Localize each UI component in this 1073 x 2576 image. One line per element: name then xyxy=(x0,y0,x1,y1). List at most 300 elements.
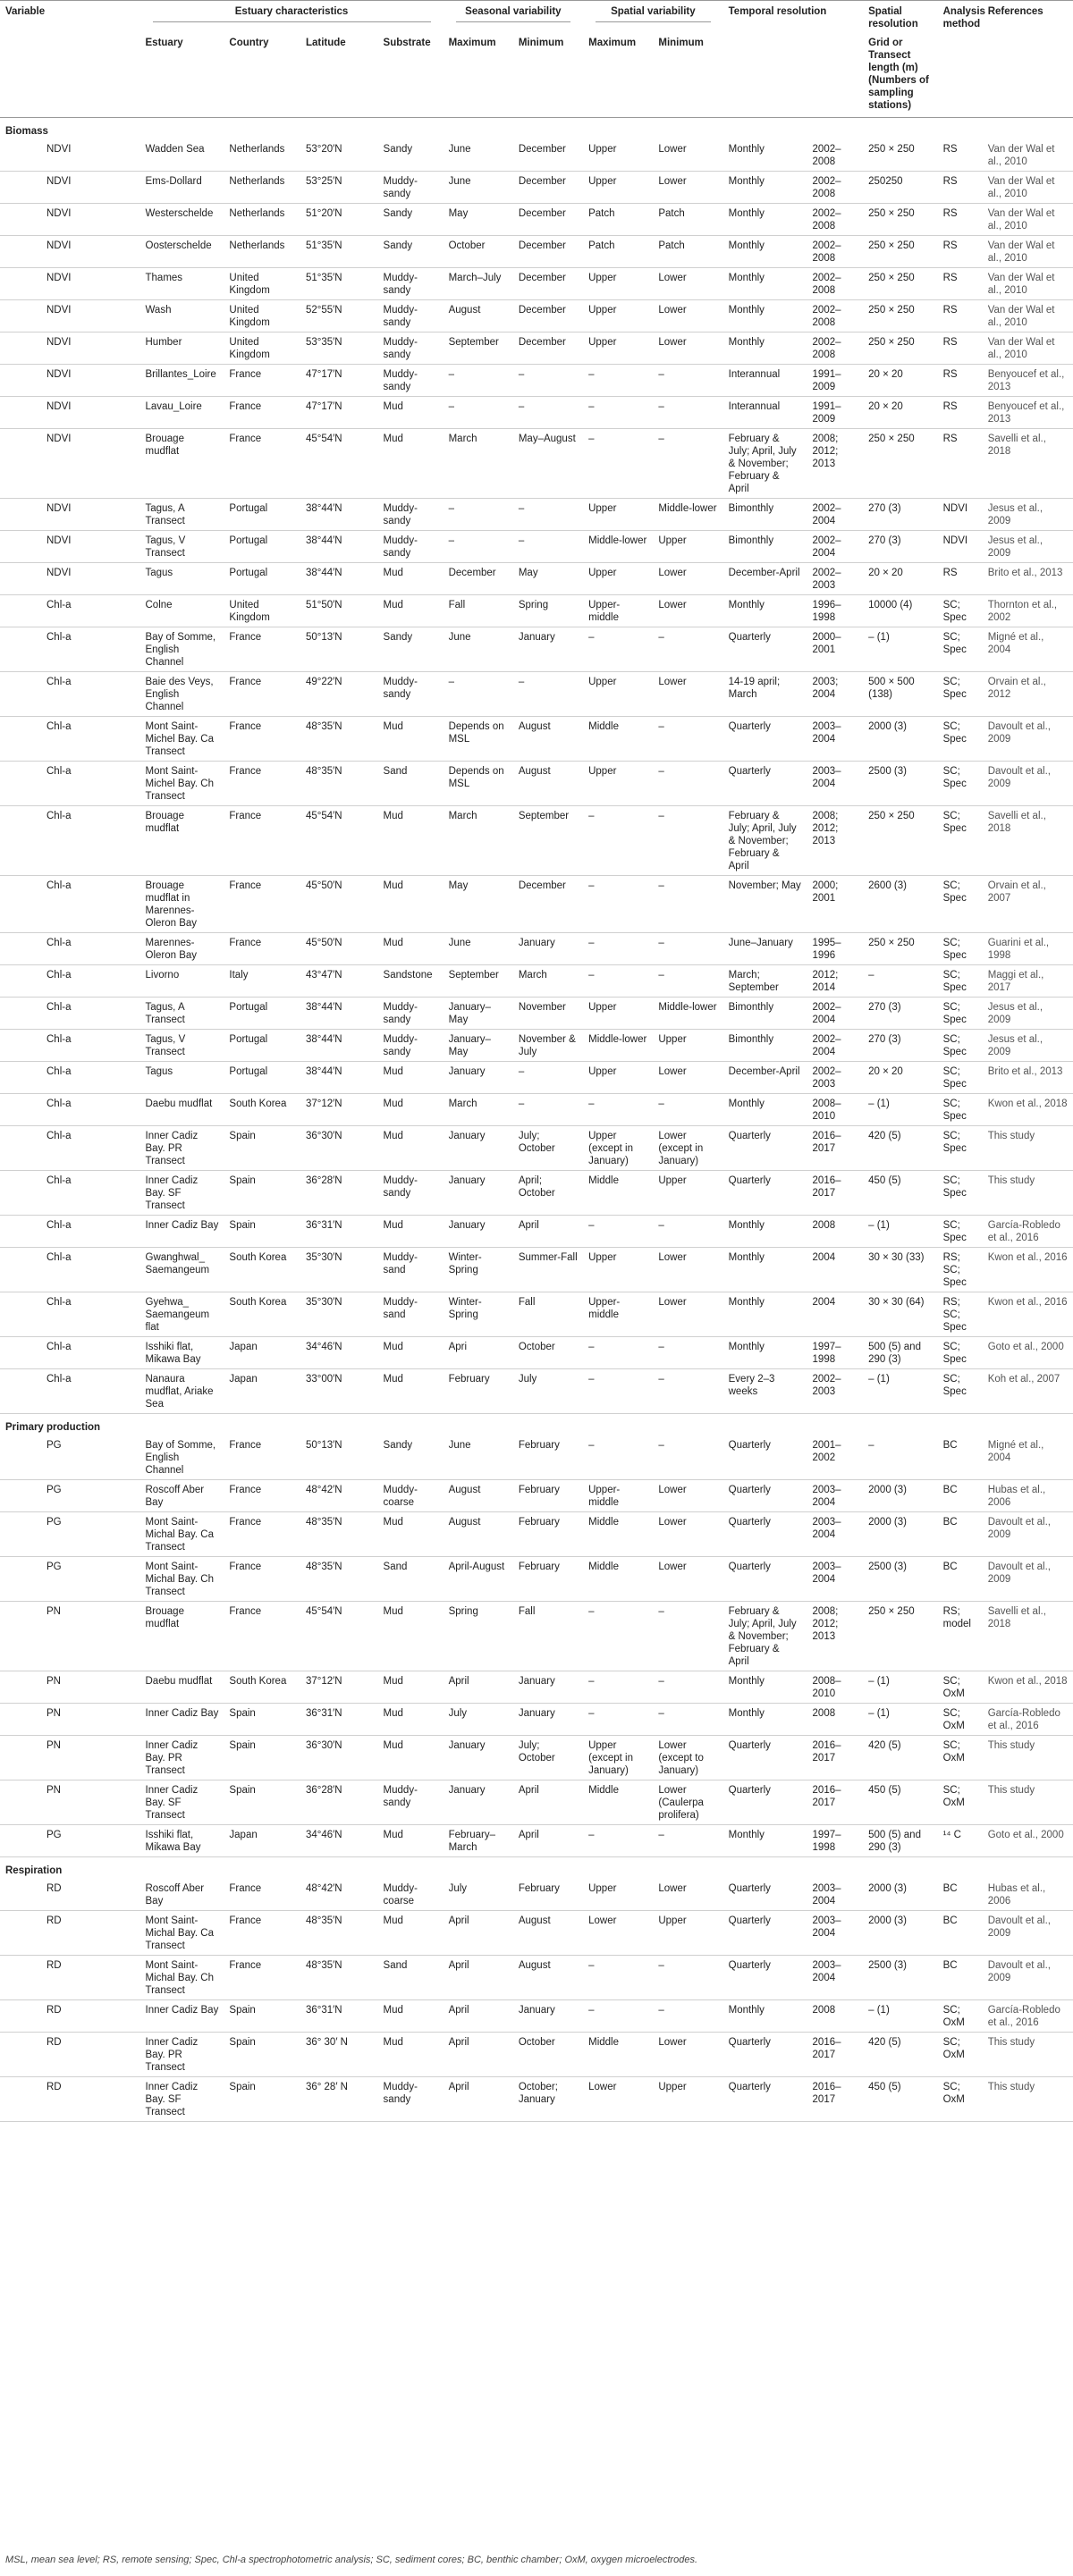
cell-grid: – (1) xyxy=(863,1094,937,1126)
cell-season-min: – xyxy=(513,397,583,429)
cell-country: France xyxy=(224,1435,300,1480)
cell-season-min: January xyxy=(513,1704,583,1736)
section-row xyxy=(0,118,1073,140)
cell-temporal: Bimonthly xyxy=(723,998,807,1030)
cell-years: 2008; 2012; 2013 xyxy=(807,429,864,499)
cell-grid: 2600 (3) xyxy=(863,876,937,933)
cell-spatial-min: – xyxy=(653,627,722,672)
cell-latitude: 45°50′N xyxy=(300,876,378,933)
cell-latitude: 48°35′N xyxy=(300,1512,378,1557)
cell-years: 2008–2010 xyxy=(807,1671,864,1704)
cell-years: 2016–2017 xyxy=(807,2033,864,2077)
cell-latitude: 51°20′N xyxy=(300,204,378,236)
cell-reference: Van der Wal et al., 2010 xyxy=(983,204,1073,236)
cell-years: 2002–2008 xyxy=(807,236,864,268)
cell-grid: 30 × 30 (64) xyxy=(863,1292,937,1337)
cell-method: RS xyxy=(938,300,983,333)
cell-spatial-max: – xyxy=(583,876,653,933)
cell-season-min: December xyxy=(513,139,583,172)
cell-spatial-max: Upper (except in January) xyxy=(583,1126,653,1171)
cell-method: RS xyxy=(938,397,983,429)
cell-variable: PG xyxy=(0,1480,140,1512)
cell-spatial-max: Upper xyxy=(583,762,653,806)
cell-substrate: Mud xyxy=(378,1602,444,1671)
cell-latitude: 48°35′N xyxy=(300,762,378,806)
cell-latitude: 36°31′N xyxy=(300,1216,378,1248)
cell-estuary: Inner Cadiz Bay xyxy=(140,1704,224,1736)
cell-years: 1995–1996 xyxy=(807,933,864,965)
cell-reference: This study xyxy=(983,1736,1073,1780)
cell-reference: Benyoucef et al., 2013 xyxy=(983,365,1073,397)
cell-estuary: Bay of Somme, English Channel xyxy=(140,627,224,672)
cell-method: BC xyxy=(938,1435,983,1480)
cell-season-min: February xyxy=(513,1435,583,1480)
cell-substrate: Muddy-sandy xyxy=(378,2077,444,2122)
table-row xyxy=(0,365,1073,397)
cell-method: RS; model xyxy=(938,1602,983,1671)
cell-spatial-min: – xyxy=(653,717,722,762)
cell-spatial-max: Middle xyxy=(583,1557,653,1602)
cell-method: SC; Spec xyxy=(938,965,983,998)
cell-grid: 2000 (3) xyxy=(863,1480,937,1512)
cell-temporal: Monthly xyxy=(723,1337,807,1369)
cell-temporal: February & July; April, July & November; February & April xyxy=(723,1602,807,1671)
cell-country: Portugal xyxy=(224,1062,300,1094)
cell-spatial-max: Middle xyxy=(583,1171,653,1216)
cell-spatial-max: Middle-lower xyxy=(583,531,653,563)
cell-substrate: Muddy-sandy xyxy=(378,172,444,204)
cell-latitude: 48°35′N xyxy=(300,1911,378,1956)
cell-spatial-min: Lower xyxy=(653,563,722,595)
cell-spatial-min: Upper xyxy=(653,2077,722,2122)
cell-temporal: Quarterly xyxy=(723,1956,807,2000)
table-row xyxy=(0,563,1073,595)
cell-method: SC; OxM xyxy=(938,1704,983,1736)
cell-spatial-min: Lower xyxy=(653,595,722,627)
cell-years: 2008; 2012; 2013 xyxy=(807,806,864,876)
cell-spatial-min: Middle-lower xyxy=(653,499,722,531)
cell-latitude: 45°54′N xyxy=(300,806,378,876)
table-row xyxy=(0,2033,1073,2077)
cell-years: 2002–2008 xyxy=(807,139,864,172)
cell-method: SC; Spec xyxy=(938,806,983,876)
cell-temporal: Monthly xyxy=(723,1292,807,1337)
cell-season-max: April xyxy=(444,2077,513,2122)
table-row xyxy=(0,1736,1073,1780)
cell-reference: Davoult et al., 2009 xyxy=(983,717,1073,762)
cell-season-min: January xyxy=(513,627,583,672)
cell-method: SC; Spec xyxy=(938,595,983,627)
cell-grid: 250 × 250 xyxy=(863,204,937,236)
cell-spatial-min: – xyxy=(653,1369,722,1414)
cell-country: Spain xyxy=(224,1126,300,1171)
cell-reference: Koh et al., 2007 xyxy=(983,1369,1073,1414)
cell-spatial-max: Upper xyxy=(583,1879,653,1911)
cell-grid: 450 (5) xyxy=(863,2077,937,2122)
cell-spatial-max: – xyxy=(583,397,653,429)
cell-variable: Chl-a xyxy=(0,1216,140,1248)
cell-temporal: Monthly xyxy=(723,1248,807,1292)
table-row xyxy=(0,1216,1073,1248)
cell-variable: PG xyxy=(0,1512,140,1557)
cell-reference: Kwon et al., 2016 xyxy=(983,1292,1073,1337)
cell-country: France xyxy=(224,717,300,762)
cell-grid: 250 × 250 xyxy=(863,806,937,876)
cell-country: United Kingdom xyxy=(224,595,300,627)
cell-method: SC; Spec xyxy=(938,1369,983,1414)
cell-estuary: Oosterschelde xyxy=(140,236,224,268)
cell-variable: RD xyxy=(0,1911,140,1956)
cell-latitude: 49°22′N xyxy=(300,672,378,717)
cell-season-min: September xyxy=(513,806,583,876)
cell-substrate: Mud xyxy=(378,717,444,762)
cell-grid: – (1) xyxy=(863,1369,937,1414)
cell-variable: RD xyxy=(0,2077,140,2122)
cell-substrate: Sand xyxy=(378,762,444,806)
cell-country: South Korea xyxy=(224,1094,300,1126)
cell-season-max: Winter-Spring xyxy=(444,1248,513,1292)
cell-season-min: May–August xyxy=(513,429,583,499)
cell-season-min: December xyxy=(513,236,583,268)
cell-substrate: Mud xyxy=(378,2033,444,2077)
cell-reference: Davoult et al., 2009 xyxy=(983,1956,1073,2000)
cell-years: 2002–2004 xyxy=(807,531,864,563)
cell-season-max: September xyxy=(444,965,513,998)
cell-spatial-min: – xyxy=(653,1337,722,1369)
cell-reference: This study xyxy=(983,2077,1073,2122)
cell-substrate: Muddy-coarse xyxy=(378,1879,444,1911)
cell-grid: – (1) xyxy=(863,1671,937,1704)
cell-season-max: June xyxy=(444,172,513,204)
cell-substrate: Mud xyxy=(378,429,444,499)
cell-spatial-min: – xyxy=(653,365,722,397)
cell-years: 2000–2001 xyxy=(807,627,864,672)
cell-latitude: 51°50′N xyxy=(300,595,378,627)
cell-country: Netherlands xyxy=(224,204,300,236)
sub-empty xyxy=(0,34,140,118)
cell-spatial-max: Middle xyxy=(583,717,653,762)
cell-season-max: April xyxy=(444,1911,513,1956)
cell-estuary: Mont Saint-Michel Bay. Ca Transect xyxy=(140,717,224,762)
sub-estuary: Estuary xyxy=(140,34,224,118)
cell-season-min: July xyxy=(513,1369,583,1414)
cell-season-min: – xyxy=(513,365,583,397)
cell-latitude: 36° 28′ N xyxy=(300,2077,378,2122)
cell-spatial-min: Middle-lower xyxy=(653,998,722,1030)
cell-season-min: December xyxy=(513,333,583,365)
cell-season-max: March xyxy=(444,429,513,499)
cell-reference: Orvain et al., 2007 xyxy=(983,876,1073,933)
cell-variable: NDVI xyxy=(0,499,140,531)
cell-spatial-min: – xyxy=(653,1704,722,1736)
cell-season-max: – xyxy=(444,365,513,397)
cell-estuary: Ems-Dollard xyxy=(140,172,224,204)
cell-season-max: August xyxy=(444,1512,513,1557)
cell-season-max: July xyxy=(444,1704,513,1736)
cell-country: South Korea xyxy=(224,1292,300,1337)
cell-temporal: Interannual xyxy=(723,365,807,397)
table-row xyxy=(0,1248,1073,1292)
cell-season-min: – xyxy=(513,1094,583,1126)
cell-reference: García-Robledo et al., 2016 xyxy=(983,1704,1073,1736)
cell-method: BC xyxy=(938,1512,983,1557)
cell-spatial-max: – xyxy=(583,806,653,876)
cell-season-min: October xyxy=(513,1337,583,1369)
cell-temporal: Monthly xyxy=(723,1704,807,1736)
cell-method: RS xyxy=(938,204,983,236)
cell-grid: 250 × 250 xyxy=(863,236,937,268)
cell-country: Spain xyxy=(224,1216,300,1248)
cell-estuary: Inner Cadiz Bay. PR Transect xyxy=(140,1126,224,1171)
cell-years: 2003; 2004 xyxy=(807,672,864,717)
table-body xyxy=(0,118,1073,2122)
cell-latitude: 45°54′N xyxy=(300,1602,378,1671)
cell-method: RS xyxy=(938,333,983,365)
cell-reference: Goto et al., 2000 xyxy=(983,1825,1073,1857)
cell-estuary: Mont Saint-Michal Bay. Ca Transect xyxy=(140,1911,224,1956)
cell-reference: Savelli et al., 2018 xyxy=(983,806,1073,876)
cell-substrate: Sandy xyxy=(378,627,444,672)
cell-season-min: April xyxy=(513,1780,583,1825)
cell-years: 2002–2004 xyxy=(807,1030,864,1062)
cell-variable: PN xyxy=(0,1602,140,1671)
cell-grid: 250 × 250 xyxy=(863,139,937,172)
cell-variable: PG xyxy=(0,1435,140,1480)
cell-variable: NDVI xyxy=(0,300,140,333)
cell-spatial-min: Lower xyxy=(653,1292,722,1337)
cell-years: 2002–2003 xyxy=(807,1062,864,1094)
cell-season-min: December xyxy=(513,172,583,204)
cell-reference: This study xyxy=(983,2033,1073,2077)
cell-method: SC; OxM xyxy=(938,2000,983,2033)
cell-grid: 250 × 250 xyxy=(863,933,937,965)
cell-grid: 450 (5) xyxy=(863,1171,937,1216)
cell-spatial-max: Upper xyxy=(583,998,653,1030)
table-row xyxy=(0,965,1073,998)
table-row xyxy=(0,1557,1073,1602)
cell-spatial-min: – xyxy=(653,933,722,965)
cell-grid: 250 × 250 xyxy=(863,333,937,365)
cell-grid: 500 × 500 (138) xyxy=(863,672,937,717)
cell-variable: PG xyxy=(0,1825,140,1857)
cell-spatial-min: – xyxy=(653,2000,722,2033)
col-analysis: Analysis method xyxy=(938,1,983,35)
cell-latitude: 36°28′N xyxy=(300,1171,378,1216)
cell-temporal: Monthly xyxy=(723,139,807,172)
cell-country: France xyxy=(224,1480,300,1512)
sub-ref-empty xyxy=(983,34,1073,118)
cell-temporal: Monthly xyxy=(723,595,807,627)
cell-years: 2002–2004 xyxy=(807,998,864,1030)
table-row xyxy=(0,806,1073,876)
cell-reference: Davoult et al., 2009 xyxy=(983,1911,1073,1956)
cell-method: NDVI xyxy=(938,531,983,563)
cell-grid: 10000 (4) xyxy=(863,595,937,627)
cell-estuary: Tagus xyxy=(140,1062,224,1094)
cell-variable: NDVI xyxy=(0,236,140,268)
table-row xyxy=(0,1704,1073,1736)
cell-season-max: April-August xyxy=(444,1557,513,1602)
cell-reference: Van der Wal et al., 2010 xyxy=(983,300,1073,333)
table-row xyxy=(0,762,1073,806)
cell-season-max: April xyxy=(444,1671,513,1704)
cell-country: Japan xyxy=(224,1825,300,1857)
cell-temporal: Monthly xyxy=(723,1216,807,1248)
cell-estuary: Brouage mudflat xyxy=(140,806,224,876)
cell-method: SC; Spec xyxy=(938,672,983,717)
cell-estuary: Baie des Veys, English Channel xyxy=(140,672,224,717)
cell-season-max: January xyxy=(444,1736,513,1780)
cell-years: 2016–2017 xyxy=(807,1780,864,1825)
cell-spatial-max: – xyxy=(583,1216,653,1248)
cell-variable: PN xyxy=(0,1736,140,1780)
cell-method: SC; Spec xyxy=(938,933,983,965)
cell-variable: RD xyxy=(0,1879,140,1911)
cell-spatial-min: – xyxy=(653,965,722,998)
cell-latitude: 35°30′N xyxy=(300,1248,378,1292)
cell-season-max: Fall xyxy=(444,595,513,627)
cell-spatial-max: Upper xyxy=(583,1248,653,1292)
cell-temporal: December-April xyxy=(723,1062,807,1094)
cell-estuary: Gyehwa_ Saemangeum flat xyxy=(140,1292,224,1337)
cell-spatial-min: Lower xyxy=(653,1248,722,1292)
cell-season-max: August xyxy=(444,300,513,333)
cell-substrate: Mud xyxy=(378,1094,444,1126)
cell-latitude: 38°44′N xyxy=(300,499,378,531)
table-row xyxy=(0,1879,1073,1911)
cell-substrate: Mud xyxy=(378,933,444,965)
cell-years: 2000; 2001 xyxy=(807,876,864,933)
cell-reference: Van der Wal et al., 2010 xyxy=(983,139,1073,172)
table-row xyxy=(0,1911,1073,1956)
cell-years: 2002–2008 xyxy=(807,204,864,236)
cell-reference: This study xyxy=(983,1171,1073,1216)
table-footnote: MSL, mean sea level; RS, remote sensing; Spec, Chl-a spectrophotometric analysis; SC, sediment cores; BC, benthic chamber; OxM, oxygen microelectrodes. xyxy=(5,2555,697,2565)
cell-substrate: Mud xyxy=(378,1216,444,1248)
section-row xyxy=(0,1414,1073,1436)
cell-estuary: Tagus, A Transect xyxy=(140,499,224,531)
cell-reference: Thornton et al., 2002 xyxy=(983,595,1073,627)
cell-country: Spain xyxy=(224,2000,300,2033)
cell-country: France xyxy=(224,1956,300,2000)
cell-substrate: Muddy-sandy xyxy=(378,531,444,563)
cell-grid: – (1) xyxy=(863,1704,937,1736)
cell-season-min: – xyxy=(513,499,583,531)
sub-season-max: Maximum xyxy=(444,34,513,118)
cell-years: 1996–1998 xyxy=(807,595,864,627)
cell-variable: Chl-a xyxy=(0,627,140,672)
cell-grid: 2500 (3) xyxy=(863,1956,937,2000)
cell-estuary: Westerschelde xyxy=(140,204,224,236)
cell-season-max: February–March xyxy=(444,1825,513,1857)
cell-spatial-max: Upper xyxy=(583,333,653,365)
section-title: Biomass xyxy=(5,126,48,137)
cell-method: RS xyxy=(938,563,983,595)
cell-spatial-max: – xyxy=(583,627,653,672)
cell-method: NDVI xyxy=(938,499,983,531)
table-row xyxy=(0,672,1073,717)
cell-reference: Kwon et al., 2018 xyxy=(983,1094,1073,1126)
cell-years: 2003–2004 xyxy=(807,1956,864,2000)
cell-grid: 2500 (3) xyxy=(863,1557,937,1602)
cell-latitude: 53°35′N xyxy=(300,333,378,365)
cell-spatial-min: Lower (except in January) xyxy=(653,1126,722,1171)
cell-method: SC; OxM xyxy=(938,1780,983,1825)
cell-method: SC; Spec xyxy=(938,998,983,1030)
cell-estuary: Brillantes_Loire xyxy=(140,365,224,397)
col-variable: Variable xyxy=(0,1,140,35)
cell-temporal: February & July; April, July & November; February & April xyxy=(723,429,807,499)
table-row xyxy=(0,139,1073,172)
cell-temporal: Quarterly xyxy=(723,1171,807,1216)
cell-variable: Chl-a xyxy=(0,1369,140,1414)
table-row xyxy=(0,717,1073,762)
cell-estuary: Humber xyxy=(140,333,224,365)
cell-method: SC; Spec xyxy=(938,1171,983,1216)
cell-country: Portugal xyxy=(224,563,300,595)
cell-country: Japan xyxy=(224,1337,300,1369)
table-row xyxy=(0,1825,1073,1857)
cell-spatial-min: – xyxy=(653,1956,722,2000)
cell-variable: Chl-a xyxy=(0,1062,140,1094)
sub-season-min: Minimum xyxy=(513,34,583,118)
table-row xyxy=(0,1126,1073,1171)
cell-substrate: Muddy-sandy xyxy=(378,333,444,365)
cell-spatial-min: – xyxy=(653,429,722,499)
cell-country: South Korea xyxy=(224,1671,300,1704)
cell-grid: 20 × 20 xyxy=(863,397,937,429)
cell-season-min: February xyxy=(513,1557,583,1602)
cell-season-min: January xyxy=(513,1671,583,1704)
cell-latitude: 36°28′N xyxy=(300,1780,378,1825)
cell-years: 1997–1998 xyxy=(807,1337,864,1369)
cell-estuary: Brouage mudflat xyxy=(140,429,224,499)
cell-country: Spain xyxy=(224,1171,300,1216)
cell-season-max: August xyxy=(444,1480,513,1512)
cell-substrate: Muddy-sandy xyxy=(378,1030,444,1062)
cell-grid: 2000 (3) xyxy=(863,717,937,762)
cell-country: Japan xyxy=(224,1369,300,1414)
cell-variable: Chl-a xyxy=(0,717,140,762)
cell-spatial-min: Lower xyxy=(653,333,722,365)
cell-spatial-min: Lower xyxy=(653,1557,722,1602)
cell-spatial-max: Upper-middle xyxy=(583,595,653,627)
cell-temporal: Quarterly xyxy=(723,1911,807,1956)
cell-variable: PN xyxy=(0,1704,140,1736)
cell-spatial-min: Lower xyxy=(653,1512,722,1557)
cell-estuary: Inner Cadiz Bay. SF Transect xyxy=(140,1171,224,1216)
cell-estuary: Brouage mudflat xyxy=(140,1602,224,1671)
cell-spatial-max: – xyxy=(583,365,653,397)
cell-season-max: June xyxy=(444,1435,513,1480)
cell-country: South Korea xyxy=(224,1248,300,1292)
cell-grid: 20 × 20 xyxy=(863,563,937,595)
cell-latitude: 50°13′N xyxy=(300,1435,378,1480)
cell-method: BC xyxy=(938,1879,983,1911)
cell-method: SC; Spec xyxy=(938,627,983,672)
cell-latitude: 37°12′N xyxy=(300,1094,378,1126)
table-row xyxy=(0,1292,1073,1337)
cell-estuary: Tagus, A Transect xyxy=(140,998,224,1030)
col-temporal: Temporal resolution xyxy=(723,1,864,35)
table-row xyxy=(0,1094,1073,1126)
cell-substrate: Muddy-sandy xyxy=(378,300,444,333)
cell-season-min: May xyxy=(513,563,583,595)
cell-estuary: Daebu mudflat xyxy=(140,1094,224,1126)
cell-spatial-min: – xyxy=(653,1825,722,1857)
cell-country: United Kingdom xyxy=(224,300,300,333)
cell-temporal: Quarterly xyxy=(723,1879,807,1911)
